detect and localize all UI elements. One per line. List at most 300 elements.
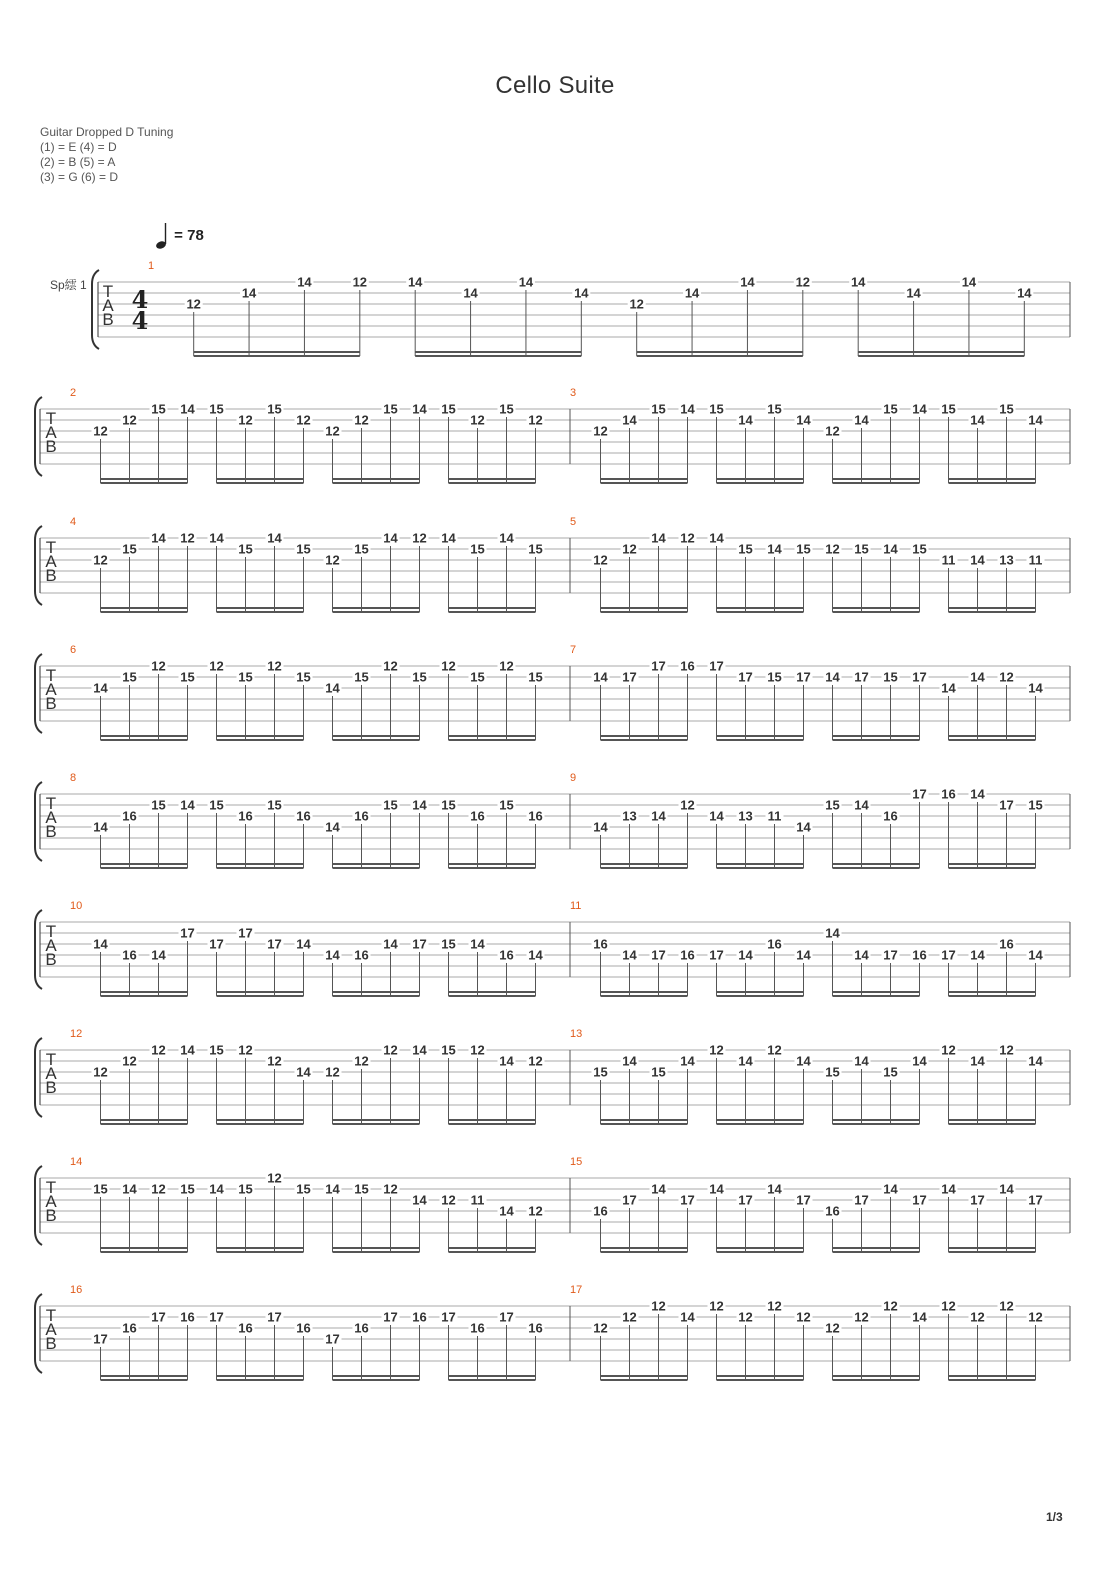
fret-number: 16 bbox=[122, 1320, 137, 1336]
fret-number: 16 bbox=[122, 808, 137, 824]
fret-number: 14 bbox=[1028, 680, 1043, 696]
fret-number: 14 bbox=[441, 530, 456, 546]
beam bbox=[217, 867, 304, 869]
fret-number: 15 bbox=[383, 401, 398, 417]
fret-number: 14 bbox=[1028, 412, 1043, 428]
beam bbox=[217, 1247, 304, 1249]
beam bbox=[101, 1251, 188, 1253]
measure-number: 12 bbox=[70, 1028, 83, 1040]
fret-number: 16 bbox=[238, 808, 253, 824]
beam bbox=[858, 355, 1024, 357]
beam bbox=[449, 1251, 536, 1253]
fret-number: 15 bbox=[441, 936, 456, 952]
fret-number: 14 bbox=[970, 552, 985, 568]
fret-number: 16 bbox=[593, 1203, 608, 1219]
beam bbox=[601, 1247, 688, 1249]
fret-number: 15 bbox=[267, 797, 282, 813]
fret-number: 14 bbox=[941, 680, 956, 696]
fret-number: 17 bbox=[651, 658, 666, 674]
beam bbox=[833, 1119, 920, 1121]
beam bbox=[194, 351, 360, 353]
fret-number: 16 bbox=[296, 808, 311, 824]
beam bbox=[449, 991, 536, 993]
fret-number: 17 bbox=[383, 1309, 398, 1325]
fret-number: 12 bbox=[383, 1181, 398, 1197]
fret-number: 12 bbox=[593, 1320, 608, 1336]
fret-number: 12 bbox=[238, 1042, 253, 1058]
beam bbox=[637, 351, 803, 353]
fret-number: 14 bbox=[709, 530, 724, 546]
fret-number: 14 bbox=[518, 274, 534, 290]
fret-number: 12 bbox=[999, 1298, 1014, 1314]
fret-number: 14 bbox=[241, 285, 257, 301]
fret-number: 12 bbox=[180, 530, 195, 546]
fret-number: 12 bbox=[93, 552, 108, 568]
tuning-line: (1) = E (4) = D bbox=[40, 140, 117, 154]
tab-clef-letter: B bbox=[45, 1334, 57, 1353]
fret-number: 14 bbox=[325, 1181, 340, 1197]
fret-number: 14 bbox=[796, 412, 811, 428]
beam bbox=[449, 1123, 536, 1125]
fret-number: 14 bbox=[680, 1053, 695, 1069]
beam bbox=[449, 867, 536, 869]
fret-number: 15 bbox=[180, 669, 195, 685]
fret-number: 15 bbox=[238, 541, 253, 557]
fret-number: 14 bbox=[297, 274, 312, 290]
fret-number: 14 bbox=[970, 412, 985, 428]
track-label: Sp繧 1 bbox=[50, 278, 87, 292]
fret-number: 15 bbox=[999, 401, 1014, 417]
fret-number: 14 bbox=[651, 808, 666, 824]
fret-number: 16 bbox=[593, 936, 608, 952]
beam bbox=[717, 995, 804, 997]
fret-number: 12 bbox=[267, 1053, 282, 1069]
beam bbox=[101, 1247, 188, 1249]
beam bbox=[601, 607, 688, 609]
beam bbox=[333, 739, 420, 741]
beam bbox=[601, 482, 688, 484]
fret-number: 14 bbox=[1028, 1053, 1043, 1069]
beam bbox=[949, 1119, 1036, 1121]
fret-number: 12 bbox=[383, 658, 398, 674]
fret-number: 12 bbox=[93, 423, 108, 439]
fret-number: 12 bbox=[795, 274, 811, 290]
fret-number: 15 bbox=[267, 401, 282, 417]
fret-number: 17 bbox=[151, 1309, 166, 1325]
fret-number: 12 bbox=[325, 552, 340, 568]
fret-number: 15 bbox=[354, 669, 369, 685]
fret-number: 12 bbox=[122, 412, 137, 428]
fret-number: 14 bbox=[267, 530, 282, 546]
tab-clef-letter: A bbox=[45, 936, 57, 955]
beam bbox=[449, 607, 536, 609]
fret-number: 15 bbox=[528, 541, 543, 557]
tab-clef-letter: A bbox=[45, 1192, 57, 1211]
tab-clef-letter: T bbox=[45, 794, 57, 813]
fret-number: 13 bbox=[738, 808, 753, 824]
fret-number: 17 bbox=[209, 1309, 224, 1325]
fret-number: 14 bbox=[796, 947, 811, 963]
beam bbox=[217, 1379, 304, 1381]
beam bbox=[415, 355, 581, 357]
fret-number: 12 bbox=[1028, 1309, 1043, 1325]
beam bbox=[717, 482, 804, 484]
beam bbox=[217, 611, 304, 613]
song-title: Cello Suite bbox=[495, 72, 615, 99]
beam bbox=[717, 1119, 804, 1121]
fret-number: 14 bbox=[151, 530, 166, 546]
fret-number: 16 bbox=[122, 947, 137, 963]
fret-number: 14 bbox=[622, 412, 637, 428]
fret-number: 17 bbox=[267, 936, 282, 952]
fret-number: 14 bbox=[970, 947, 985, 963]
fret-number: 12 bbox=[999, 1042, 1014, 1058]
fret-number: 16 bbox=[825, 1203, 840, 1219]
beam bbox=[717, 1247, 804, 1249]
beam bbox=[601, 1123, 688, 1125]
fret-number: 17 bbox=[854, 669, 869, 685]
fret-number: 14 bbox=[796, 1053, 811, 1069]
fret-number: 12 bbox=[941, 1042, 956, 1058]
beam bbox=[101, 739, 188, 741]
fret-number: 14 bbox=[412, 797, 427, 813]
beam bbox=[833, 735, 920, 737]
beam bbox=[949, 482, 1036, 484]
beam bbox=[101, 863, 188, 865]
fret-number: 14 bbox=[854, 947, 869, 963]
beam bbox=[449, 1247, 536, 1249]
fret-number: 14 bbox=[574, 285, 589, 301]
fret-number: 16 bbox=[354, 808, 369, 824]
tab-clef-letter: T bbox=[45, 1050, 57, 1069]
fret-number: 15 bbox=[209, 1042, 224, 1058]
fret-number: 11 bbox=[470, 1192, 485, 1208]
beam bbox=[194, 355, 360, 357]
beam bbox=[101, 611, 188, 613]
fret-number: 15 bbox=[883, 401, 898, 417]
beam bbox=[333, 611, 420, 613]
beam bbox=[717, 611, 804, 613]
measure-number: 14 bbox=[70, 1156, 83, 1168]
beam bbox=[449, 1375, 536, 1377]
fret-number: 17 bbox=[622, 669, 637, 685]
fret-number: 16 bbox=[883, 808, 898, 824]
beam bbox=[601, 1375, 688, 1377]
beam bbox=[949, 478, 1036, 480]
measure-number: 9 bbox=[570, 772, 577, 784]
fret-number: 11 bbox=[767, 808, 782, 824]
fret-number: 14 bbox=[209, 1181, 224, 1197]
fret-number: 17 bbox=[267, 1309, 282, 1325]
beam bbox=[333, 867, 420, 869]
beam bbox=[949, 607, 1036, 609]
fret-number: 17 bbox=[325, 1331, 340, 1347]
beam bbox=[949, 739, 1036, 741]
fret-number: 15 bbox=[825, 1064, 840, 1080]
fret-number: 14 bbox=[407, 274, 423, 290]
fret-number: 12 bbox=[186, 296, 201, 312]
fret-number: 12 bbox=[499, 658, 514, 674]
beam bbox=[717, 863, 804, 865]
fret-number: 15 bbox=[441, 797, 456, 813]
beam bbox=[333, 863, 420, 865]
tab-clef-letter: T bbox=[45, 538, 57, 557]
fret-number: 16 bbox=[180, 1309, 195, 1325]
fret-number: 15 bbox=[238, 1181, 253, 1197]
beam bbox=[833, 867, 920, 869]
fret-number: 12 bbox=[767, 1298, 782, 1314]
beam bbox=[333, 478, 420, 480]
fret-number: 12 bbox=[383, 1042, 398, 1058]
fret-number: 15 bbox=[209, 401, 224, 417]
fret-number: 16 bbox=[528, 808, 543, 824]
fret-number: 12 bbox=[709, 1298, 724, 1314]
tab-clef-letter: A bbox=[45, 552, 57, 571]
fret-number: 15 bbox=[883, 1064, 898, 1080]
tab-clef-letter: A bbox=[45, 423, 57, 442]
beam bbox=[101, 1375, 188, 1377]
fret-number: 16 bbox=[941, 786, 956, 802]
measure-number: 8 bbox=[70, 772, 77, 784]
fret-number: 17 bbox=[412, 936, 427, 952]
beam bbox=[833, 1251, 920, 1253]
fret-number: 11 bbox=[1028, 552, 1043, 568]
fret-number: 17 bbox=[680, 1192, 695, 1208]
fret-number: 15 bbox=[93, 1181, 108, 1197]
fret-number: 15 bbox=[941, 401, 956, 417]
fret-number: 12 bbox=[151, 1181, 166, 1197]
fret-number: 14 bbox=[883, 1181, 898, 1197]
fret-number: 12 bbox=[354, 412, 369, 428]
tab-clef-letter: B bbox=[45, 566, 57, 585]
beam bbox=[601, 735, 688, 737]
beam bbox=[949, 1123, 1036, 1125]
beam bbox=[601, 995, 688, 997]
beam bbox=[949, 1247, 1036, 1249]
fret-number: 14 bbox=[684, 285, 700, 301]
measure-number: 5 bbox=[570, 516, 577, 528]
fret-number: 12 bbox=[941, 1298, 956, 1314]
time-signature-top: 4 bbox=[131, 285, 149, 314]
fret-number: 15 bbox=[767, 669, 782, 685]
beam bbox=[717, 1379, 804, 1381]
fret-number: 17 bbox=[709, 658, 724, 674]
fret-number: 15 bbox=[238, 669, 253, 685]
tab-clef-letter: T bbox=[45, 1178, 57, 1197]
beam bbox=[101, 735, 188, 737]
beam bbox=[601, 1119, 688, 1121]
fret-number: 14 bbox=[180, 401, 195, 417]
fret-number: 17 bbox=[238, 925, 253, 941]
fret-number: 12 bbox=[325, 423, 340, 439]
fret-number: 12 bbox=[354, 1053, 369, 1069]
fret-number: 15 bbox=[151, 797, 166, 813]
beam bbox=[717, 1251, 804, 1253]
fret-number: 16 bbox=[354, 1320, 369, 1336]
fret-number: 14 bbox=[209, 530, 224, 546]
beam bbox=[717, 607, 804, 609]
fret-number: 12 bbox=[622, 541, 637, 557]
fret-number: 12 bbox=[999, 669, 1014, 685]
fret-number: 14 bbox=[680, 1309, 695, 1325]
tab-clef-letter: T bbox=[45, 666, 57, 685]
beam bbox=[449, 735, 536, 737]
beam bbox=[333, 482, 420, 484]
beam bbox=[333, 1123, 420, 1125]
fret-number: 17 bbox=[970, 1192, 985, 1208]
measure-number: 2 bbox=[70, 387, 77, 399]
fret-number: 15 bbox=[412, 669, 427, 685]
fret-number: 14 bbox=[93, 819, 108, 835]
fret-number: 16 bbox=[767, 936, 782, 952]
fret-number: 12 bbox=[151, 658, 166, 674]
tab-clef-letter: B bbox=[102, 310, 114, 329]
fret-number: 12 bbox=[709, 1042, 724, 1058]
fret-number: 17 bbox=[738, 669, 753, 685]
fret-number: 15 bbox=[122, 669, 137, 685]
beam bbox=[833, 991, 920, 993]
fret-number: 16 bbox=[354, 947, 369, 963]
fret-number: 15 bbox=[883, 669, 898, 685]
fret-number: 15 bbox=[499, 797, 514, 813]
tuning-name: Guitar Dropped D Tuning bbox=[40, 125, 174, 139]
beam bbox=[217, 1119, 304, 1121]
measure-number: 11 bbox=[570, 900, 582, 912]
fret-number: 17 bbox=[912, 786, 927, 802]
fret-number: 14 bbox=[93, 936, 108, 952]
fret-number: 14 bbox=[912, 1053, 927, 1069]
fret-number: 16 bbox=[238, 1320, 253, 1336]
beam bbox=[217, 1251, 304, 1253]
fret-number: 16 bbox=[680, 658, 695, 674]
fret-number: 14 bbox=[850, 274, 866, 290]
fret-number: 12 bbox=[209, 658, 224, 674]
tuning-line: (2) = B (5) = A bbox=[40, 155, 116, 169]
beam bbox=[101, 991, 188, 993]
fret-number: 17 bbox=[1028, 1192, 1043, 1208]
beam bbox=[333, 1379, 420, 1381]
fret-number: 16 bbox=[528, 1320, 543, 1336]
fret-number: 17 bbox=[854, 1192, 869, 1208]
measure-number: 17 bbox=[570, 1284, 583, 1296]
fret-number: 15 bbox=[209, 797, 224, 813]
measure-number: 7 bbox=[570, 644, 577, 656]
beam bbox=[717, 739, 804, 741]
fret-number: 17 bbox=[738, 1192, 753, 1208]
fret-number: 17 bbox=[941, 947, 956, 963]
beam bbox=[601, 611, 688, 613]
beam bbox=[601, 863, 688, 865]
tab-clef-letter: B bbox=[45, 437, 57, 456]
fret-number: 12 bbox=[680, 530, 695, 546]
fret-number: 14 bbox=[680, 401, 695, 417]
beam bbox=[217, 739, 304, 741]
tab-clef-letter: T bbox=[45, 922, 57, 941]
fret-number: 12 bbox=[629, 296, 644, 312]
fret-number: 12 bbox=[825, 1320, 840, 1336]
fret-number: 15 bbox=[470, 669, 485, 685]
fret-number: 14 bbox=[325, 947, 340, 963]
page-number: 1/3 bbox=[1046, 1510, 1063, 1524]
fret-number: 14 bbox=[1017, 285, 1032, 301]
tab-clef-letter: A bbox=[45, 1064, 57, 1083]
fret-number: 14 bbox=[709, 1181, 724, 1197]
beam bbox=[949, 1379, 1036, 1381]
beam bbox=[217, 1375, 304, 1377]
fret-number: 17 bbox=[441, 1309, 456, 1325]
beam bbox=[217, 478, 304, 480]
fret-number: 17 bbox=[209, 936, 224, 952]
fret-number: 12 bbox=[970, 1309, 985, 1325]
fret-number: 14 bbox=[709, 808, 724, 824]
fret-number: 17 bbox=[796, 669, 811, 685]
fret-number: 15 bbox=[912, 541, 927, 557]
fret-number: 16 bbox=[470, 808, 485, 824]
tab-clef-letter: B bbox=[45, 822, 57, 841]
fret-number: 15 bbox=[651, 1064, 666, 1080]
beam bbox=[217, 607, 304, 609]
fret-number: 14 bbox=[499, 1203, 514, 1219]
fret-number: 14 bbox=[296, 936, 311, 952]
fret-number: 14 bbox=[499, 530, 514, 546]
fret-number: 12 bbox=[528, 412, 543, 428]
fret-number: 14 bbox=[740, 274, 755, 290]
fret-number: 11 bbox=[941, 552, 956, 568]
beam bbox=[101, 1379, 188, 1381]
measure-number: 6 bbox=[70, 644, 77, 656]
beam bbox=[601, 478, 688, 480]
beam bbox=[833, 607, 920, 609]
tab-clef-letter: B bbox=[45, 1078, 57, 1097]
fret-number: 12 bbox=[854, 1309, 869, 1325]
tab-clef-letter: A bbox=[45, 1320, 57, 1339]
beam bbox=[717, 867, 804, 869]
beam bbox=[601, 1251, 688, 1253]
beam bbox=[717, 1375, 804, 1377]
fret-number: 14 bbox=[906, 285, 921, 301]
beam bbox=[833, 1247, 920, 1249]
fret-number: 15 bbox=[296, 669, 311, 685]
fret-number: 15 bbox=[441, 401, 456, 417]
fret-number: 14 bbox=[796, 819, 811, 835]
beam bbox=[449, 482, 536, 484]
fret-number: 15 bbox=[180, 1181, 195, 1197]
beam bbox=[449, 1119, 536, 1121]
beam bbox=[333, 1119, 420, 1121]
fret-number: 15 bbox=[796, 541, 811, 557]
fret-number: 14 bbox=[593, 819, 608, 835]
measure-number: 3 bbox=[570, 387, 577, 399]
beam bbox=[449, 863, 536, 865]
beam bbox=[101, 478, 188, 480]
beam bbox=[217, 995, 304, 997]
beam bbox=[949, 863, 1036, 865]
fret-number: 12 bbox=[325, 1064, 340, 1080]
fret-number: 12 bbox=[412, 530, 427, 546]
fret-number: 14 bbox=[854, 412, 869, 428]
fret-number: 16 bbox=[296, 1320, 311, 1336]
fret-number: 15 bbox=[354, 541, 369, 557]
beam bbox=[333, 1251, 420, 1253]
fret-number: 14 bbox=[854, 797, 869, 813]
fret-number: 17 bbox=[93, 1331, 108, 1347]
fret-number: 14 bbox=[383, 530, 398, 546]
beam bbox=[101, 482, 188, 484]
beam bbox=[833, 1379, 920, 1381]
fret-number: 16 bbox=[680, 947, 695, 963]
tab-clef-letter: T bbox=[45, 409, 57, 428]
fret-number: 14 bbox=[912, 1309, 927, 1325]
